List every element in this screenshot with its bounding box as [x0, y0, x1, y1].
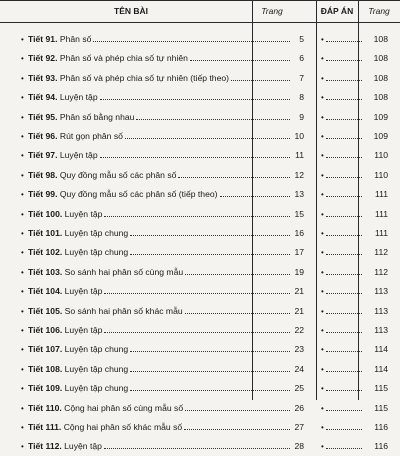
leader-dots	[130, 371, 290, 372]
header-answer: ĐÁP ÁN	[320, 6, 354, 16]
answer-leader-dots	[326, 157, 362, 158]
lesson-page: 12	[294, 169, 304, 180]
lesson-label	[28, 302, 183, 321]
lesson-number: Tiết 93.	[28, 72, 58, 83]
lesson-page: 21	[294, 305, 304, 316]
lesson-title: Luyện tập	[59, 92, 98, 103]
lesson-page: 24	[294, 363, 304, 374]
lesson-page: 9	[299, 111, 304, 122]
answer-page: 114	[374, 363, 388, 374]
toc-row	[0, 360, 400, 379]
toc-row	[0, 88, 400, 107]
answer-leader-dots	[326, 119, 362, 120]
leader-dots	[178, 177, 290, 178]
lesson-page: 22	[294, 325, 304, 335]
answer-bullet-icon: •	[321, 423, 324, 432]
lesson-number: Tiết 103.	[28, 266, 63, 277]
toc-row	[0, 418, 400, 437]
toc-row	[0, 263, 400, 282]
lesson-page: 23	[294, 344, 304, 355]
answer-leader-dots	[326, 235, 362, 236]
leader-dots	[104, 448, 290, 449]
answer-page: 114	[374, 344, 388, 355]
toc-row	[0, 282, 400, 301]
toc-row	[0, 321, 400, 340]
lesson-number: Tiết 92.	[28, 53, 58, 64]
answer-bullet-icon: •	[321, 151, 324, 161]
bullet-icon: •	[21, 190, 24, 200]
answer-leader-dots	[326, 274, 362, 275]
leader-dots	[104, 332, 290, 333]
lesson-title: Luyện tập chung	[64, 383, 129, 394]
answer-page: 113	[374, 286, 388, 297]
lesson-title: Rút gọn phân số	[59, 131, 123, 141]
lesson-label	[28, 166, 176, 185]
bullet-icon: •	[21, 132, 24, 141]
lesson-label	[28, 360, 128, 379]
lesson-number: Tiết 111.	[28, 422, 62, 432]
lesson-title: So sánh hai phân số cùng mẫu	[64, 266, 184, 277]
bullet-icon: •	[21, 423, 24, 432]
answer-bullet-icon: •	[321, 73, 324, 83]
answer-leader-dots	[326, 351, 362, 352]
lesson-title: Luyện tập	[64, 286, 103, 297]
answer-page: 111	[374, 208, 388, 219]
lesson-number: Tiết 100.	[28, 208, 63, 219]
answer-bullet-icon: •	[321, 190, 324, 200]
answer-bullet-icon: •	[321, 267, 324, 277]
answer-bullet-icon: •	[321, 345, 324, 355]
lesson-page: 5	[299, 34, 304, 44]
answer-leader-dots	[326, 390, 362, 391]
lesson-label	[28, 399, 183, 418]
leader-dots	[220, 196, 290, 197]
lesson-title: Quy đồng mẫu số các phân số	[59, 169, 177, 180]
lesson-number: Tiết 99.	[28, 189, 58, 200]
lesson-title: Luyện tập	[64, 325, 103, 335]
answer-bullet-icon: •	[321, 132, 324, 141]
answer-bullet-icon: •	[321, 248, 324, 258]
leader-dots	[130, 351, 290, 352]
lesson-title: Quy đồng mẫu số các phân số (tiếp theo)	[59, 189, 218, 200]
lesson-page: 13	[294, 189, 304, 200]
leader-dots	[130, 390, 290, 391]
lesson-number: Tiết 91.	[28, 34, 58, 44]
answer-bullet-icon: •	[321, 54, 324, 64]
leader-dots	[185, 410, 290, 411]
toc-row	[0, 108, 400, 127]
leader-dots	[93, 41, 290, 42]
lesson-label	[28, 30, 91, 49]
header-bottom-rule	[0, 22, 400, 23]
leader-dots	[185, 313, 290, 314]
answer-bullet-icon: •	[321, 209, 324, 219]
leader-dots	[100, 157, 290, 158]
leader-dots	[104, 293, 290, 294]
bullet-icon: •	[21, 229, 24, 238]
leader-dots	[190, 60, 290, 61]
lesson-page: 21	[294, 286, 304, 297]
answer-leader-dots	[326, 313, 362, 314]
lesson-label	[28, 321, 102, 340]
answer-bullet-icon: •	[321, 306, 324, 316]
header-title: TÊN BÀI	[114, 6, 148, 16]
answer-bullet-icon: •	[321, 93, 324, 103]
answer-bullet-icon: •	[321, 364, 324, 374]
answer-page: 110	[374, 169, 388, 180]
lesson-title: Phân số bằng nhau	[59, 111, 135, 122]
lesson-title: Luyện tập chung	[64, 344, 129, 355]
bullet-icon: •	[21, 112, 24, 122]
answer-bullet-icon: •	[321, 442, 324, 452]
answer-bullet-icon: •	[321, 112, 324, 122]
leader-dots	[231, 80, 290, 81]
lesson-page: 8	[299, 92, 304, 103]
toc-row	[0, 166, 400, 185]
answer-page: 116	[374, 422, 388, 432]
answer-leader-dots	[326, 429, 362, 430]
answer-leader-dots	[326, 177, 362, 178]
lesson-number: Tiết 112.	[28, 441, 62, 452]
toc-row	[0, 437, 400, 456]
lesson-title: Luyện tập chung	[64, 363, 129, 374]
answer-page: 109	[373, 111, 388, 122]
answer-page: 108	[373, 34, 388, 44]
lesson-title: Phân số và phép chia số tự nhiên (tiếp theo)	[59, 72, 230, 83]
toc-row	[0, 69, 400, 88]
toc-row	[0, 302, 400, 321]
bullet-icon: •	[21, 403, 24, 413]
answer-page: 116	[374, 441, 388, 452]
answer-leader-dots	[326, 293, 362, 294]
leader-dots	[130, 254, 290, 255]
answer-leader-dots	[326, 332, 362, 333]
lesson-page: 11	[295, 150, 304, 161]
lesson-title: Luyện tập chung	[64, 228, 129, 238]
lesson-label	[28, 379, 128, 398]
answer-leader-dots	[326, 448, 362, 449]
lesson-label	[28, 49, 188, 68]
lesson-page: 6	[299, 53, 304, 64]
answer-page: 108	[373, 53, 388, 64]
bullet-icon: •	[21, 93, 24, 103]
answer-bullet-icon: •	[321, 403, 324, 413]
lesson-label	[28, 263, 183, 282]
bullet-icon: •	[21, 384, 24, 394]
lesson-title: Luyện tập	[59, 150, 98, 161]
bullet-icon: •	[21, 170, 24, 180]
lesson-title: Phân số và phép chia số tự nhiên	[59, 53, 188, 64]
bullet-icon: •	[21, 306, 24, 316]
bullet-icon: •	[21, 73, 24, 83]
lesson-label	[28, 146, 98, 165]
lesson-label	[28, 88, 98, 107]
toc-row	[0, 205, 400, 224]
answer-page: 108	[373, 72, 388, 83]
answer-leader-dots	[326, 60, 362, 61]
lesson-number: Tiết 106.	[28, 325, 63, 335]
leader-dots	[184, 429, 290, 430]
lesson-label	[28, 243, 128, 262]
answer-page: 112	[374, 266, 388, 277]
lesson-page: 27	[294, 422, 304, 432]
lesson-label	[28, 224, 128, 243]
lesson-page: 10	[294, 131, 304, 141]
lesson-page: 28	[294, 441, 304, 452]
lesson-page: 15	[294, 208, 304, 219]
lesson-number: Tiết 94.	[28, 92, 58, 103]
lesson-title: Phân số	[59, 34, 92, 44]
lesson-title: Cộng hai phân số cùng mẫu số	[64, 402, 184, 413]
lesson-number: Tiết 98.	[28, 169, 58, 180]
lesson-number: Tiết 105.	[28, 305, 63, 316]
answer-page: 108	[373, 92, 388, 103]
toc-row	[0, 243, 400, 262]
answer-leader-dots	[326, 196, 362, 197]
lesson-label	[28, 282, 102, 301]
lesson-number: Tiết 104.	[28, 286, 63, 297]
answer-bullet-icon: •	[321, 35, 324, 44]
answer-page: 110	[374, 150, 388, 161]
answer-page: 113	[374, 325, 388, 335]
answer-leader-dots	[326, 410, 362, 411]
lesson-title: Luyện tập	[64, 441, 102, 452]
lesson-number: Tiết 97.	[28, 150, 58, 161]
lesson-label	[28, 69, 229, 88]
answer-leader-dots	[326, 99, 362, 100]
bullet-icon: •	[21, 326, 24, 335]
bullet-icon: •	[21, 54, 24, 64]
lesson-label	[28, 108, 134, 127]
lesson-page: 25	[294, 383, 304, 394]
bullet-icon: •	[21, 35, 24, 44]
lesson-label	[28, 127, 123, 146]
lesson-number: Tiết 101.	[28, 228, 63, 238]
bullet-icon: •	[21, 151, 24, 161]
toc-row	[0, 49, 400, 68]
header-answer-page: Trang	[368, 6, 390, 16]
bullet-icon: •	[21, 442, 24, 452]
leader-dots	[185, 274, 290, 275]
toc-row	[0, 30, 400, 49]
toc-row	[0, 224, 400, 243]
lesson-number: Tiết 109.	[28, 383, 63, 394]
lesson-label	[28, 437, 102, 456]
answer-leader-dots	[326, 371, 362, 372]
bullet-icon: •	[21, 209, 24, 219]
lesson-number: Tiết 96.	[28, 131, 58, 141]
answer-leader-dots	[326, 254, 362, 255]
lesson-label	[28, 185, 218, 204]
answer-leader-dots	[326, 41, 362, 42]
toc-row	[0, 127, 400, 146]
leader-dots	[136, 119, 290, 120]
lesson-label	[28, 205, 102, 224]
answer-leader-dots	[326, 80, 362, 81]
bullet-icon: •	[21, 267, 24, 277]
toc-row	[0, 185, 400, 204]
answer-bullet-icon: •	[321, 170, 324, 180]
answer-leader-dots	[326, 216, 362, 217]
answer-page: 113	[374, 305, 388, 316]
lesson-title: So sánh hai phân số khác mẫu	[64, 305, 183, 316]
leader-dots	[130, 235, 290, 236]
answer-bullet-icon: •	[321, 229, 324, 238]
toc-row	[0, 340, 400, 359]
bullet-icon: •	[21, 345, 24, 355]
lesson-number: Tiết 102.	[28, 247, 63, 258]
lesson-title: Cộng hai phân số khác mẫu số	[63, 422, 183, 432]
lesson-number: Tiết 95.	[28, 111, 58, 122]
lesson-number: Tiết 110.	[28, 402, 62, 413]
lesson-page: 17	[294, 247, 304, 258]
answer-bullet-icon: •	[321, 287, 324, 297]
leader-dots	[125, 138, 290, 139]
lesson-page: 26	[294, 402, 304, 413]
answer-page: 111	[374, 189, 388, 200]
bullet-icon: •	[21, 364, 24, 374]
lesson-label	[28, 418, 182, 437]
answer-leader-dots	[326, 138, 362, 139]
lesson-page: 7	[299, 72, 304, 83]
leader-dots	[100, 99, 290, 100]
bullet-icon: •	[21, 287, 24, 297]
lesson-number: Tiết 107.	[28, 344, 63, 355]
bullet-icon: •	[21, 248, 24, 258]
answer-page: 115	[374, 383, 388, 394]
answer-bullet-icon: •	[321, 326, 324, 335]
answer-page: 111	[374, 228, 388, 238]
lesson-label	[28, 340, 128, 359]
lesson-number: Tiết 108.	[28, 363, 63, 374]
header-page: Trang	[261, 6, 283, 16]
lesson-title: Luyện tập chung	[64, 247, 129, 258]
lesson-title: Luyện tập	[64, 208, 103, 219]
answer-page: 109	[373, 131, 388, 141]
toc-row	[0, 379, 400, 398]
lesson-page: 19	[294, 266, 304, 277]
toc-row	[0, 146, 400, 165]
answer-bullet-icon: •	[321, 384, 324, 394]
lesson-page: 16	[294, 228, 304, 238]
leader-dots	[104, 216, 290, 217]
answer-page: 112	[374, 247, 388, 258]
answer-page: 115	[374, 402, 388, 413]
toc-row	[0, 399, 400, 418]
